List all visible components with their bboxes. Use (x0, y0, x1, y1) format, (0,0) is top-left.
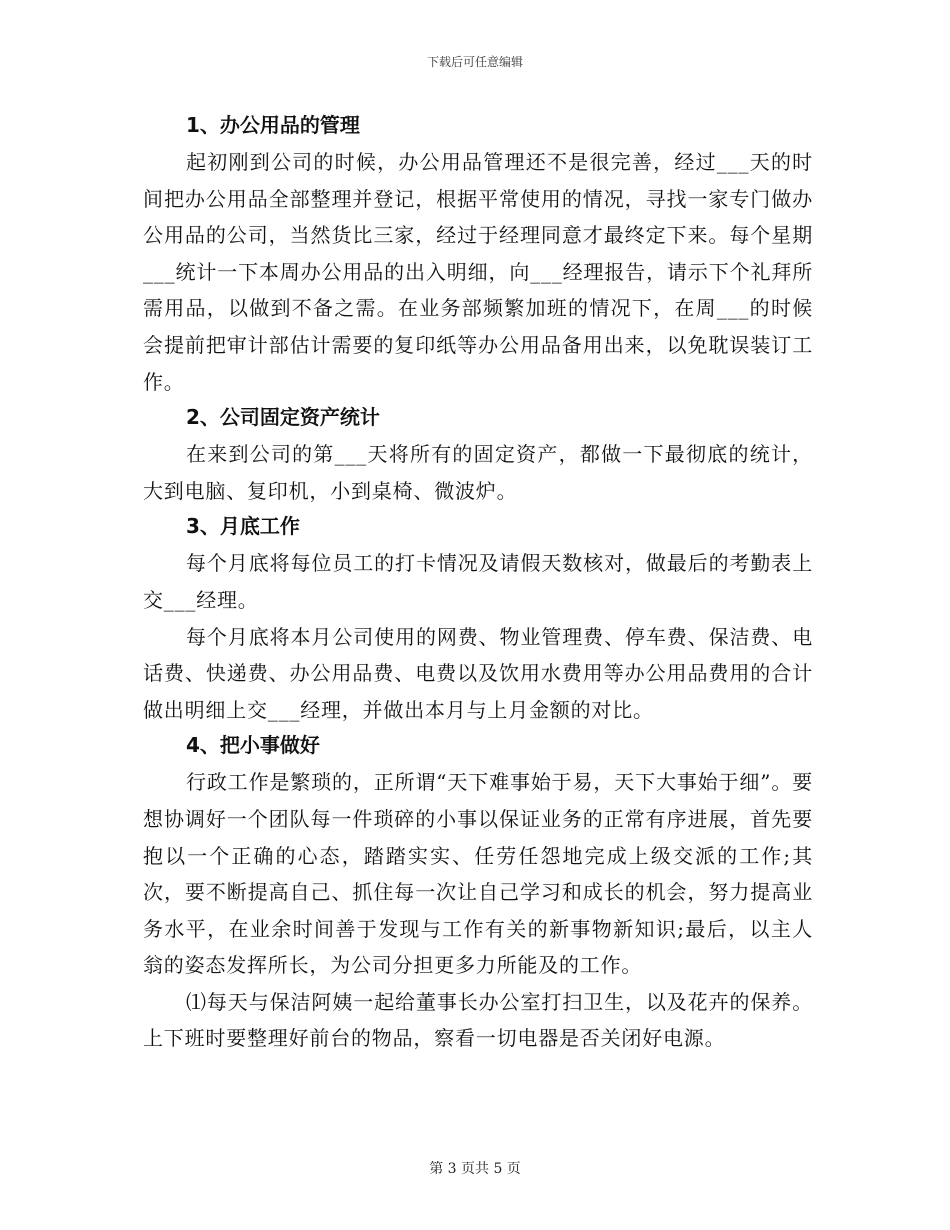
section-fixed-assets (143, 400, 813, 509)
section-month-end (143, 509, 813, 728)
page-header-note: 下载后可任意编辑 (426, 55, 523, 69)
paragraph: 每个月底将每位员工的打卡情况及请假天数核对，做最后的考勤表上交___经理。 (143, 551, 813, 612)
paragraph: 起初刚到公司的时候，办公用品管理还不是很完善，经过___天的时间把办公用品全部整理并登记，根据平常使用的情况，寻找一家专门做办公用品的公司，当然货比三家，经过于经理同意才最终定下来。每个星期___统计一下本周办公用品的出入明细，向___经理报告，请示下个礼拜所需用品，以做到不备之需。在业务部频繁加班的情况下，在周___的时候会提前把审计部估计需要的复印纸等办公用品备用出来，以免耽误装订工作。 (143, 150, 813, 394)
document-body (143, 108, 813, 1057)
paragraph: 每个月底将本月公司使用的网费、物业管理费、停车费、保洁费、电话费、快递费、办公用品费、电费以及饮用水费用等办公用品费用的合计做出明细上交___经理，并做出本月与上月金额的对比。 (143, 624, 813, 722)
paragraph: 行政工作是繁琐的，正所谓“天下难事始于易，天下大事始于细”。要想协调好一个团队每一件琐碎的小事以保证业务的正常有序进展，首先要抱以一个正确的心态，踏踏实实、任劳任怨地完成上级交派的工作;其次，要不断提高自己、抓住每一次让自己学习和成长的机会，努力提高业务水平，在业余时间善于发现与工作有关的新事物新知识;最后，以主人翁的姿态发挥所长，为公司分担更多力所能及的工作。 (143, 770, 813, 978)
paragraph: ⑴每天与保洁阿姨一起给董事长办公室打扫卫生，以及花卉的保养。上下班时要整理好前台的物品，察看一切电器是否关闭好电源。 (143, 989, 813, 1051)
section-heading: 2、公司固定资产统计 (186, 405, 380, 430)
section-office-supplies (143, 108, 813, 400)
section-heading: 1、办公用品的管理 (186, 113, 360, 137)
paragraph: 在来到公司的第___天将所有的固定资产，都做一下最彻底的统计，大到电脑、复印机，小到桌椅、微波炉。 (143, 442, 813, 503)
section-heading: 3、月底工作 (186, 514, 300, 539)
section-small-things (143, 728, 813, 1057)
page-number: 第 3 页共 5 页 (429, 1161, 521, 1177)
section-heading: 4、把小事做好 (186, 733, 320, 758)
